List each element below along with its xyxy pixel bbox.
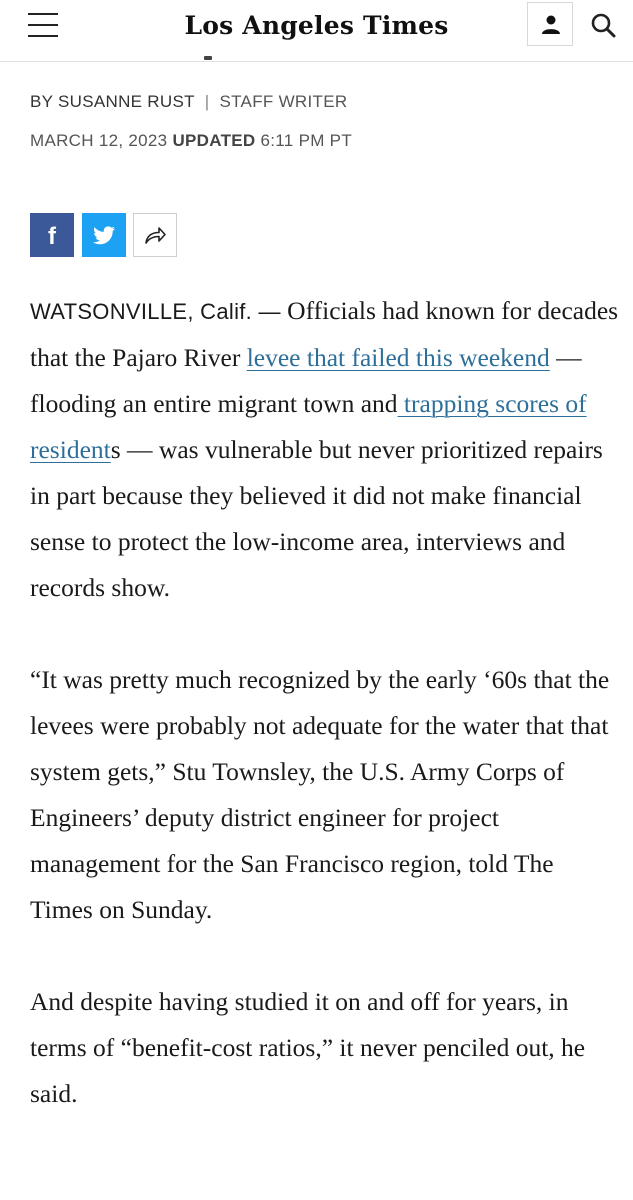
author-role: STAFF WRITER (219, 92, 348, 111)
levee-failed-link[interactable]: levee that failed this weekend (246, 343, 550, 372)
user-icon (540, 14, 562, 36)
account-button[interactable] (527, 2, 573, 46)
publish-date: MARCH 12, 2023 (30, 131, 168, 150)
more-share-button[interactable] (133, 213, 177, 257)
facebook-icon (30, 213, 74, 257)
updated-label: UPDATED (172, 131, 256, 150)
dateline (30, 131, 352, 151)
site-header (0, 0, 633, 62)
article-paragraph: “It was pretty much recognized by the early ‘60s that the levees were probably not adequate for the water that that system gets,” Stu Townsley, the U.S. Army Corps of Engineers’ deputy district engineer for project management for the San Francisco region, told The Times on Sunday. (30, 665, 610, 924)
facebook-glyph: f (48, 223, 56, 250)
trapping-residents-link[interactable]: trapping scores of resident (30, 389, 587, 464)
author-name[interactable]: BY SUSANNE RUST (30, 92, 195, 111)
twitter-share-button[interactable] (82, 213, 126, 257)
clipped-content-fragment (204, 56, 212, 60)
article-paragraph (30, 288, 620, 611)
twitter-icon (82, 213, 126, 257)
hamburger-menu-icon[interactable] (28, 13, 58, 39)
facebook-share-button[interactable] (30, 213, 74, 257)
share-arrow-icon (134, 214, 176, 256)
paragraph-text: s — was vulnerable but never prioritized repairs in part because they believed it did not make financial sense to protect the low-income area, interviews and records show. (30, 435, 603, 602)
byline (30, 92, 347, 112)
updated-time: 6:11 PM PT (260, 131, 353, 150)
paragraph-text: Officials had known for decades that the Pajaro River (30, 296, 619, 372)
article-paragraph: And despite having studied it on and off for years, in terms of “benefit-cost ratios,” it never penciled out, he said. (30, 987, 586, 1108)
dateline-location: WATSONVILLE, Calif. — (30, 299, 281, 324)
search-button[interactable] (588, 8, 620, 42)
search-icon (588, 8, 620, 42)
byline-separator: | (204, 92, 210, 111)
masthead-logo-text[interactable]: Los Angeles Times (184, 11, 449, 40)
article-body (30, 288, 620, 1163)
paragraph-text: — flooding an entire migrant town and (30, 343, 582, 418)
